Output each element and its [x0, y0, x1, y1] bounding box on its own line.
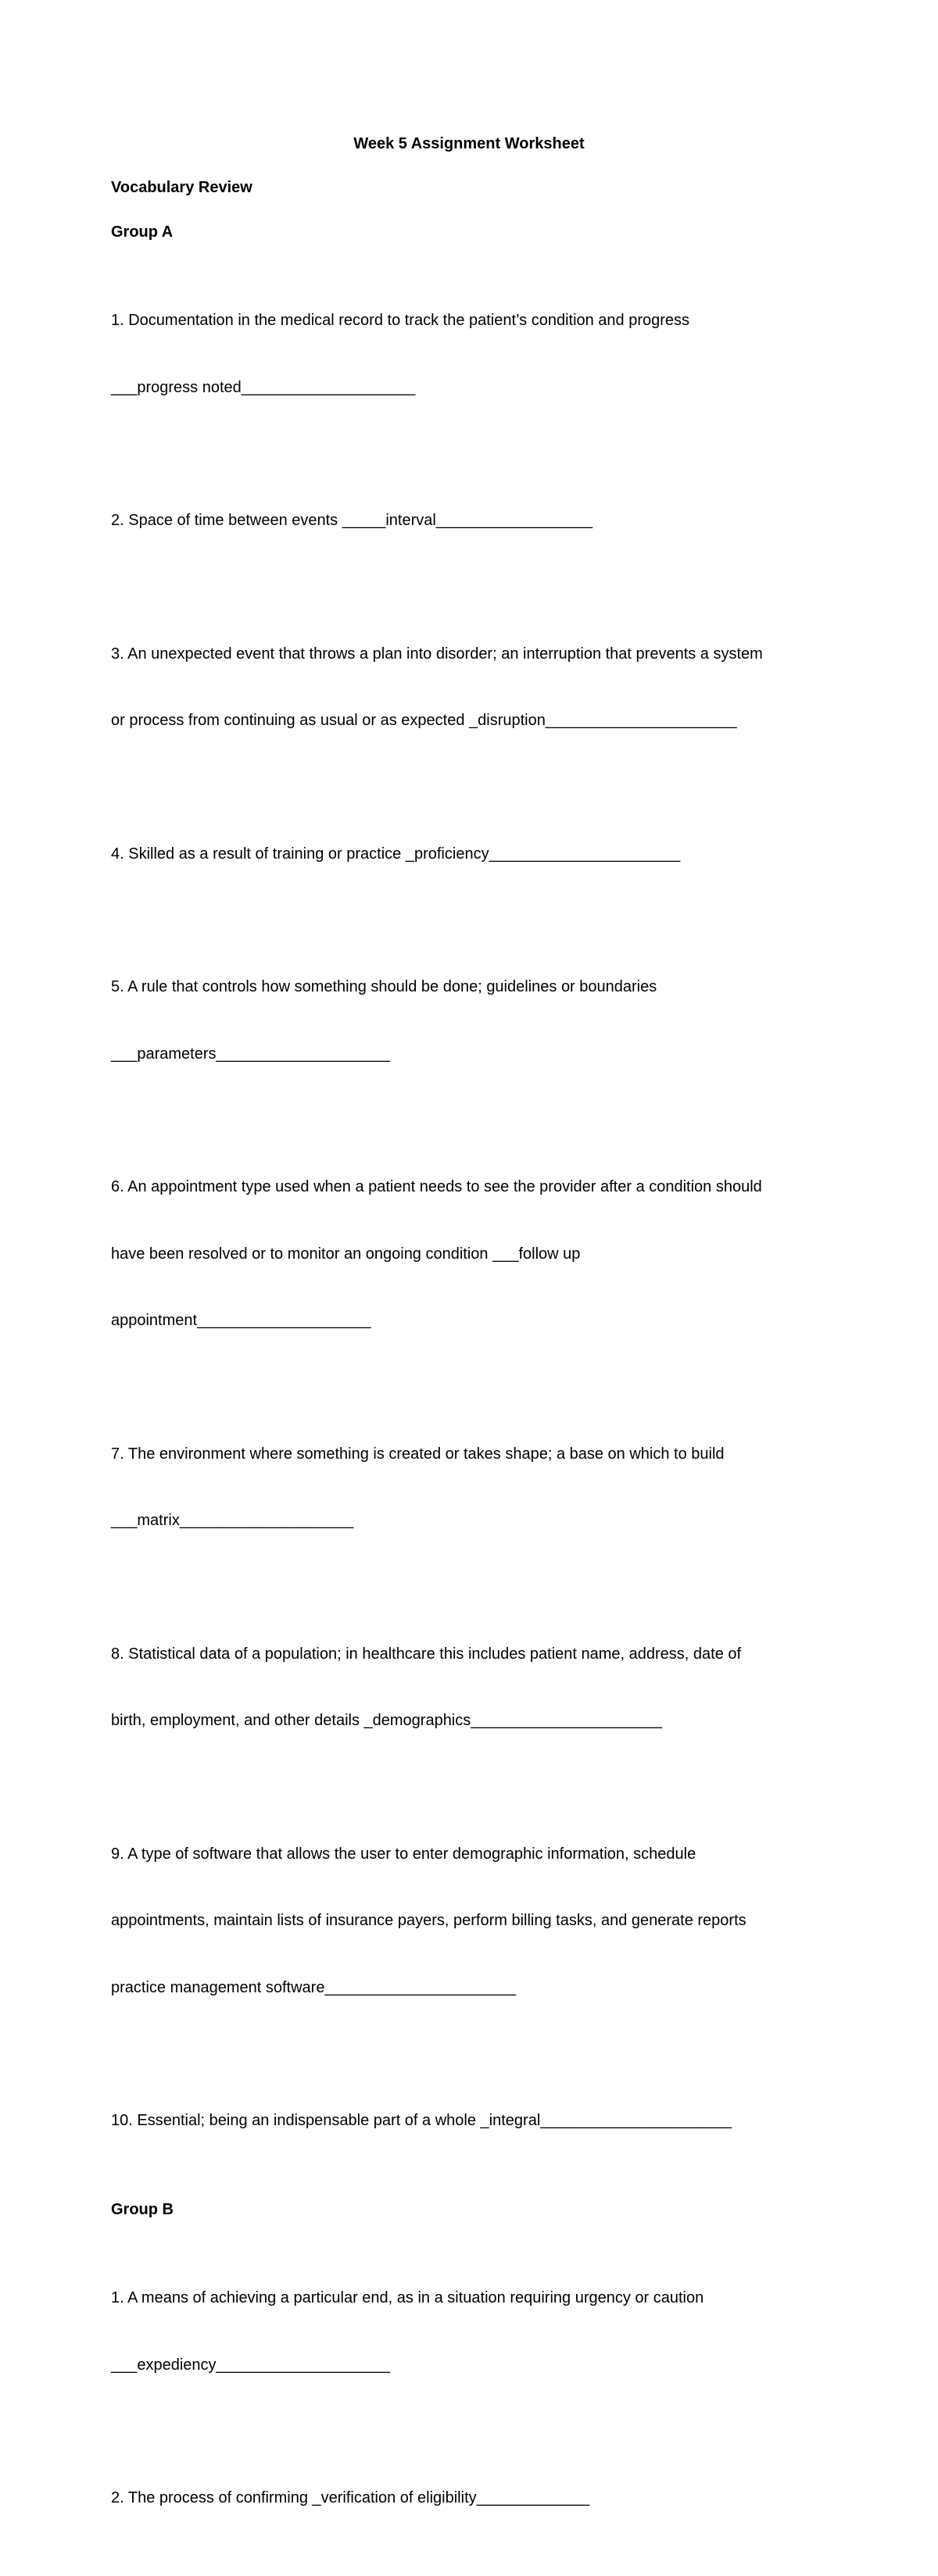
item-line: or process from continuing as usual or as expected _disruption______________________: [111, 712, 737, 729]
item-line: 2. The process of confirming _verification of eligibility_____________: [111, 2489, 590, 2506]
group-a-item-5: [111, 931, 838, 1109]
item-line: 2. Space of time between events _____interval__________________: [111, 512, 593, 529]
section-heading: Vocabulary Review: [111, 179, 252, 196]
item-line: ___parameters____________________: [111, 1045, 390, 1063]
item-line: 5. A rule that controls how something should be done; guidelines or boundaries: [111, 978, 657, 995]
group-a-item-8: [111, 1599, 838, 1777]
group-a-item-6: [111, 1131, 838, 1377]
worksheet-content: [111, 177, 838, 2576]
item-line: ___progress noted____________________: [111, 378, 416, 396]
item-line: appointment____________________: [111, 1312, 371, 1329]
group-a-item-10: [111, 2065, 838, 2177]
item-line: 3. An unexpected event that throws a plan into disorder; an interruption that prevents a system: [111, 645, 763, 663]
item-line: 8. Statistical data of a population; in healthcare this includes patient name, address, date of: [111, 1645, 742, 1663]
group-a-item-1: [111, 265, 838, 443]
group-b-item-2: [111, 2442, 838, 2554]
group-a-item-2: [111, 465, 838, 577]
group-a-item-9: [111, 1799, 838, 2044]
item-line: ___matrix____________________: [111, 1512, 354, 1529]
item-line: birth, employment, and other details _demographics______________________: [111, 1712, 662, 1729]
group-b-item-1: [111, 2242, 838, 2421]
item-line: 4. Skilled as a result of training or practice _proficiency______________________: [111, 845, 681, 863]
item-line: 1. A means of achieving a particular end, as in a situation requiring urgency or caution: [111, 2289, 704, 2306]
item-line: 6. An appointment type used when a patient needs to see the provider after a condition should: [111, 1178, 762, 1195]
group-a-list: [111, 265, 838, 2177]
group-a-item-3: [111, 598, 838, 777]
item-line: 1. Documentation in the medical record to track the patient’s condition and progress: [111, 312, 690, 329]
item-line: 10. Essential; being an indispensable part of a whole _integral______________________: [111, 2112, 732, 2129]
group-a-heading: Group A: [111, 223, 174, 241]
item-line: practice management software______________________: [111, 1978, 517, 1996]
group-a-item-4: [111, 799, 838, 910]
item-line: 9. A type of software that allows the user to enter demographic information, schedule: [111, 1845, 696, 1863]
group-a-item-7: [111, 1399, 838, 1577]
group-b-list: [111, 2242, 838, 2554]
item-line: ___expediency____________________: [111, 2356, 391, 2374]
group-b-heading: Group B: [111, 2200, 174, 2218]
item-line: have been resolved or to monitor an ongoing condition ___follow up: [111, 1245, 581, 1263]
item-line: appointments, maintain lists of insurance payers, perform billing tasks, and generate reports: [111, 1912, 746, 1929]
item-line: 7. The environment where something is created or takes shape; a base on which to build: [111, 1445, 725, 1463]
page-title: Week 5 Assignment Worksheet: [353, 135, 585, 152]
